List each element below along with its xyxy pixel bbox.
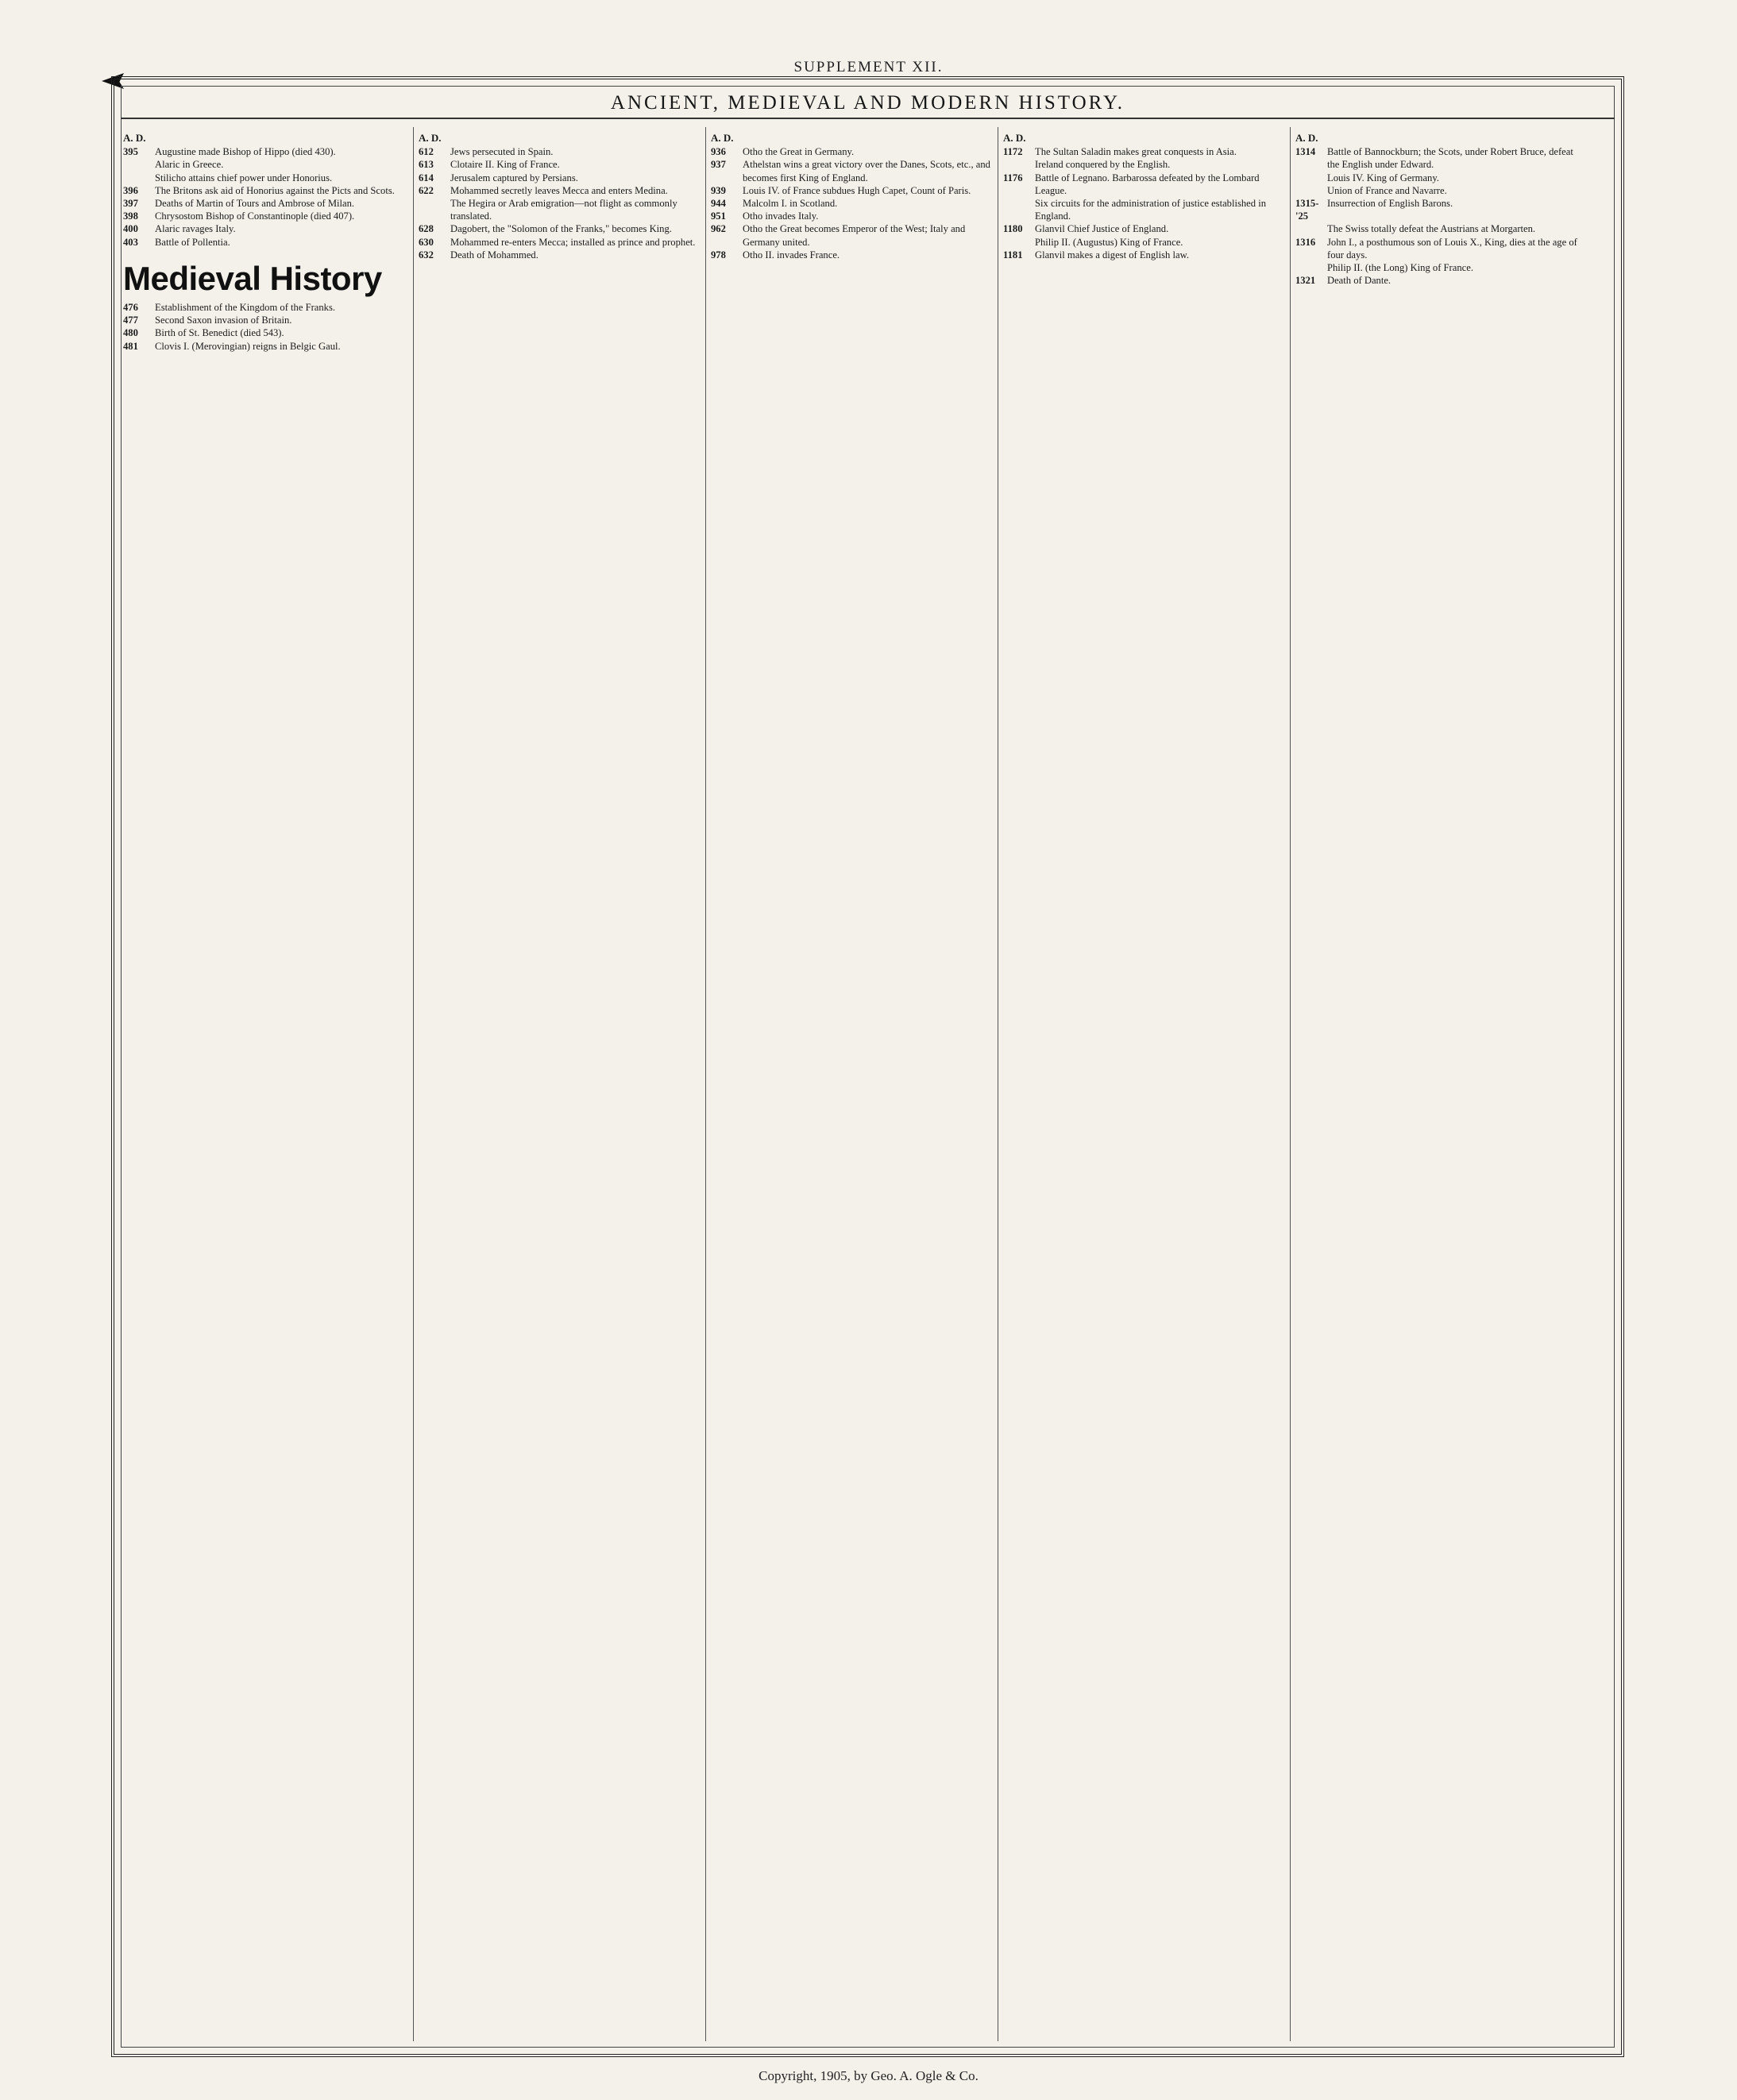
entry-year [1003, 236, 1035, 249]
entry-text: Mohammed secretly leaves Mecca and enters Medina. [450, 184, 668, 196]
history-entry [711, 222, 997, 248]
copyright-footer: Copyright, 1905, by Geo. A. Ogle & Co. [758, 2068, 979, 2083]
entry-text: Establishment of the Kingdom of the Franks. [155, 302, 336, 314]
entry-year: 614 [419, 172, 434, 183]
column-3-entries [711, 145, 997, 261]
history-entry [123, 210, 409, 222]
entry-text: Alaric in Greece. [155, 159, 224, 171]
entry-year: 632 [419, 249, 434, 261]
history-entry [711, 197, 997, 210]
history-entry [419, 236, 704, 249]
entry-text: Augustine made Bishop of Hippo (died 430). [155, 146, 336, 158]
history-entry [419, 145, 704, 158]
entry-text: Otho the Great becomes Emperor of the West; Italy and Germany united. [743, 223, 966, 248]
history-entry [711, 249, 997, 261]
history-entry [419, 184, 704, 197]
entry-year [1295, 172, 1327, 184]
history-entry [1295, 184, 1581, 197]
entry-year: 951 [711, 210, 726, 222]
title-rule [121, 118, 1615, 119]
entry-year [1295, 222, 1327, 235]
entry-year [1003, 197, 1035, 222]
history-entry [711, 145, 997, 158]
entry-text: Six circuits for the administration of justice established in England. [1035, 198, 1266, 222]
history-entry [123, 222, 409, 235]
column-4-entries [1003, 145, 1289, 261]
entry-text: Otho the Great in Germany. [743, 146, 855, 158]
entry-year: 481 [123, 340, 138, 352]
history-entry [123, 145, 409, 158]
ad-label: A. D. [711, 132, 734, 144]
history-entry [1295, 236, 1581, 261]
column-5-entries [1295, 145, 1581, 287]
chronology-column-4 [1003, 132, 1289, 2014]
entry-year: 480 [123, 327, 138, 339]
history-entry [711, 184, 997, 197]
column-divider [705, 127, 706, 2041]
entry-text: Glanvil Chief Justice of England. [1035, 223, 1169, 235]
supplement-label: SUPPLEMENT XII. [793, 59, 944, 75]
history-entry [123, 314, 409, 326]
chronology-column-1 [123, 132, 409, 2014]
entry-year: 400 [123, 223, 138, 235]
entry-year [419, 197, 450, 222]
entry-year: 628 [419, 223, 434, 235]
chronology-column-2 [419, 132, 704, 2014]
entry-year: 613 [419, 159, 434, 171]
column-1-ancient-entries [123, 145, 409, 249]
entry-year: 1181 [1003, 249, 1023, 261]
entry-text: Chrysostom Bishop of Constantinople (died 407). [155, 210, 355, 222]
history-entry [123, 340, 409, 353]
entry-text: Jerusalem captured by Persians. [450, 172, 578, 183]
entry-year: 630 [419, 236, 434, 248]
history-entry [123, 172, 409, 184]
entry-year: 398 [123, 210, 138, 222]
entry-text: Otho invades Italy. [743, 210, 819, 222]
entry-year: 612 [419, 146, 434, 158]
entry-year: 396 [123, 184, 138, 196]
history-entry [123, 197, 409, 210]
entry-text: Philip II. (Augustus) King of France. [1035, 236, 1183, 248]
entry-text: Birth of St. Benedict (died 543). [155, 327, 284, 339]
history-entry [123, 236, 409, 249]
entry-year: 403 [123, 236, 138, 248]
history-entry [711, 210, 997, 222]
ad-label: A. D. [1003, 132, 1026, 144]
history-entry [419, 158, 704, 171]
entry-text: Insurrection of English Barons. [1327, 198, 1453, 210]
history-entry [1295, 222, 1581, 235]
entry-text: Battle of Legnano. Barbarossa defeated by the Lombard League. [1035, 172, 1260, 196]
history-entry [1003, 236, 1289, 249]
entry-text: Battle of Bannockburn; the Scots, under Robert Bruce, defeat the English under Edward. [1327, 146, 1573, 171]
entry-text: Louis IV. King of Germany. [1327, 172, 1439, 183]
entry-text: Deaths of Martin of Tours and Ambrose of Milan. [155, 198, 355, 210]
history-entry [1295, 261, 1581, 274]
entry-year: 939 [711, 184, 726, 196]
entry-year: 962 [711, 223, 726, 235]
entry-text: Philip II. (the Long) King of France. [1327, 262, 1473, 274]
column-divider [413, 127, 414, 2041]
entry-text: Ireland conquered by the English. [1035, 159, 1171, 171]
entry-year: 395 [123, 146, 138, 158]
entry-text: Glanvil makes a digest of English law. [1035, 249, 1189, 261]
entry-text: Athelstan wins a great victory over the Danes, Scots, etc., and becomes first King of England. [743, 159, 990, 183]
entry-text: John I., a posthumous son of Louis X., King, dies at the age of four days. [1327, 236, 1577, 261]
entry-year: 622 [419, 184, 434, 196]
entry-text: Clovis I. (Merovingian) reigns in Belgic Gaul. [155, 340, 341, 352]
column-1-medieval-entries [123, 301, 409, 353]
page-title: ANCIENT, MEDIEVAL AND MODERN HISTORY. [610, 92, 1125, 114]
entry-text: The Sultan Saladin makes great conquests in Asia. [1035, 146, 1237, 158]
entry-text: Death of Dante. [1327, 275, 1392, 287]
entry-year: 1315-'25 [1295, 198, 1319, 222]
entry-text: Clotaire II. King of France. [450, 159, 560, 171]
entry-text: Malcolm I. in Scotland. [743, 198, 838, 210]
entry-year: 1316 [1295, 236, 1316, 248]
entry-text: Dagobert, the "Solomon of the Franks," becomes King. [450, 223, 672, 235]
chronology-column-3 [711, 132, 997, 2014]
ad-label: A. D. [1295, 132, 1318, 144]
entry-year [123, 158, 155, 171]
entry-text: The Swiss totally defeat the Austrians at Morgarten. [1327, 223, 1536, 235]
entry-text: Battle of Pollentia. [155, 236, 230, 248]
entry-text: Mohammed re-enters Mecca; installed as prince and prophet. [450, 236, 696, 248]
history-entry [711, 158, 997, 183]
history-entry [1003, 158, 1289, 171]
history-entry [123, 158, 409, 171]
entry-year: 1314 [1295, 146, 1316, 158]
entry-text: Death of Mohammed. [450, 249, 538, 261]
entry-text: Otho II. invades France. [743, 249, 840, 261]
history-entry [1003, 145, 1289, 158]
entry-text: Stilicho attains chief power under Honorius. [155, 172, 333, 183]
chronology-column-5 [1295, 132, 1581, 2014]
entry-text: The Britons ask aid of Honorius against the Picts and Scots. [155, 184, 395, 196]
history-entry [123, 326, 409, 339]
entry-text: Second Saxon invasion of Britain. [155, 315, 292, 326]
entry-year: 1172 [1003, 146, 1023, 158]
entry-year: 1176 [1003, 172, 1023, 183]
history-entry [419, 172, 704, 184]
entry-year: 936 [711, 146, 726, 158]
entry-year [1295, 261, 1327, 274]
column-2-entries [419, 145, 704, 261]
history-entry [1003, 249, 1289, 261]
entry-text: Union of France and Navarre. [1327, 184, 1447, 196]
history-entry [1295, 197, 1581, 222]
entry-text: Louis IV. of France subdues Hugh Capet, Count of Paris. [743, 184, 971, 196]
entry-year: 1321 [1295, 275, 1316, 287]
medieval-history-heading: Medieval History [123, 259, 382, 297]
column-divider [1290, 127, 1291, 2041]
history-entry [419, 249, 704, 261]
ad-label: A. D. [123, 132, 146, 144]
entry-year: 397 [123, 198, 138, 210]
entry-year: 944 [711, 198, 726, 210]
ad-label: A. D. [419, 132, 442, 144]
history-entry [1003, 222, 1289, 235]
history-entry [1003, 197, 1289, 222]
entry-year: 937 [711, 159, 726, 171]
entry-year [1003, 158, 1035, 171]
history-entry [419, 197, 704, 222]
entry-year [1295, 184, 1327, 197]
history-entry [123, 301, 409, 314]
history-entry [1295, 145, 1581, 171]
history-entry [1295, 172, 1581, 184]
entry-year [123, 172, 155, 184]
history-entry [1295, 274, 1581, 287]
history-entry [1003, 172, 1289, 197]
entry-year: 476 [123, 302, 138, 314]
entry-year: 477 [123, 315, 138, 326]
history-entry [123, 184, 409, 197]
entry-year: 978 [711, 249, 726, 261]
entry-text: The Hegira or Arab emigration—not flight as commonly translated. [450, 198, 677, 222]
entry-text: Jews persecuted in Spain. [450, 146, 554, 158]
history-entry [419, 222, 704, 235]
entry-year: 1180 [1003, 223, 1023, 235]
entry-text: Alaric ravages Italy. [155, 223, 236, 235]
